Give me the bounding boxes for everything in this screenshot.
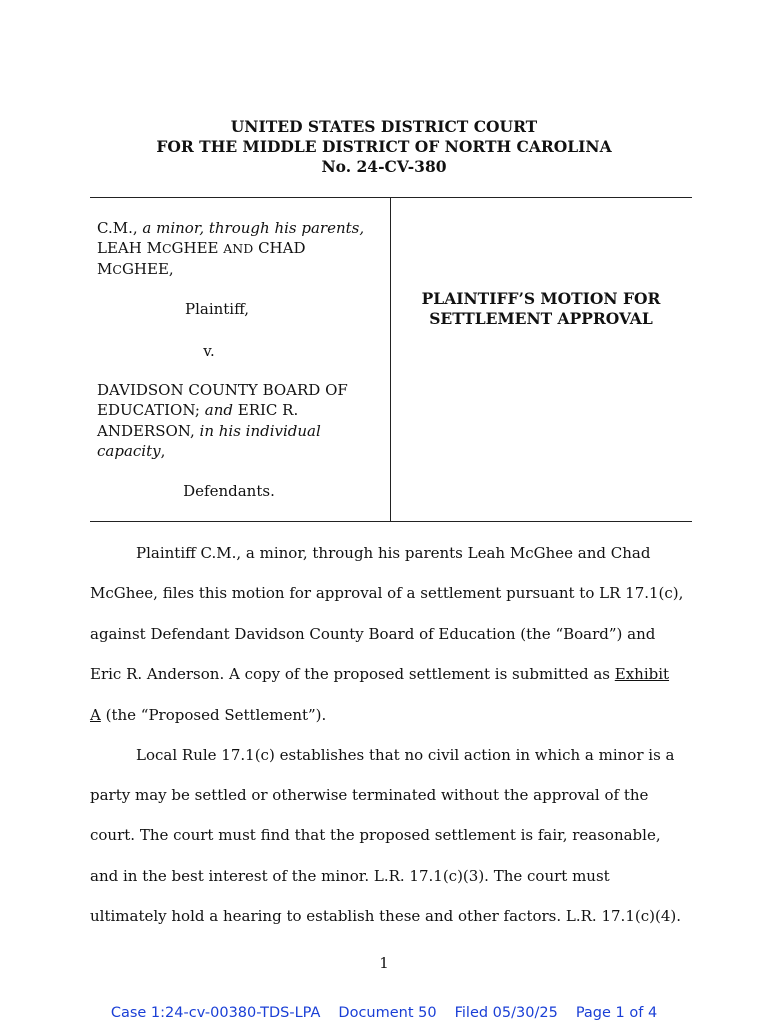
defendant-line-2: EDUCATION; and ERIC R. — [97, 401, 299, 419]
exhibit-a-link[interactable]: Exhibit — [614, 665, 670, 683]
plaintiff-parents-cont: MCGHEE, — [97, 260, 174, 278]
caption-bottom-rule — [90, 521, 692, 522]
caption-divider — [390, 197, 391, 521]
plaintiff-role: Plaintiff, — [184, 300, 249, 318]
plaintiff-parents: LEAH MCGHEE AND CHAD — [97, 239, 306, 257]
body-p2-line-5: ultimately hold a hearing to establish these and other factors. L.R. 17.1(c)(4). — [90, 907, 681, 925]
versus: v. — [203, 342, 215, 360]
footer-filed: Filed 05/30/25 — [454, 1005, 558, 1021]
motion-title-line-1: PLAINTIFF’S MOTION FOR — [421, 289, 661, 308]
motion-title-line-2: SETTLEMENT APPROVAL — [429, 309, 653, 328]
footer-case: Case 1:24-cv-00380-TDS-LPA — [110, 1005, 321, 1021]
plaintiff-name: C.M., a minor, through his parents, — [97, 219, 365, 237]
page-number: 1 — [379, 954, 389, 972]
body-p1-line-2: McGhee, files this motion for approval of a settlement pursuant to LR 17.1(c), — [90, 584, 684, 602]
footer-document: Document 50 — [338, 1005, 437, 1021]
body-p2-line-3: court. The court must find that the proposed settlement is fair, reasonable, — [90, 826, 661, 844]
case-number: No. 24-CV-380 — [321, 157, 447, 176]
body-p1-line-4: Eric R. Anderson. A copy of the proposed settlement is submitted as Exhibit — [90, 665, 670, 683]
body-p2-line-4: and in the best interest of the minor. L.R. 17.1(c)(3). The court must — [90, 867, 610, 885]
body-p2-line-2: party may be settled or otherwise terminated without the approval of the — [90, 786, 649, 804]
footer-page: Page 1 of 4 — [575, 1005, 658, 1021]
body-p2-line-1: Local Rule 17.1(c) establishes that no civil action in which a minor is a — [136, 746, 675, 764]
body-p1-line-1: Plaintiff C.M., a minor, through his parents Leah McGhee and Chad — [136, 544, 651, 562]
caption-top-rule — [90, 197, 692, 198]
court-name: UNITED STATES DISTRICT COURT — [230, 117, 538, 136]
defendant-line-3: ANDERSON, in his individual — [97, 422, 321, 440]
body-p1-line-3: against Defendant Davidson County Board of Education (the “Board”) and — [90, 625, 656, 643]
defendant-line-1: DAVIDSON COUNTY BOARD OF — [97, 381, 348, 399]
ecf-footer — [0, 1005, 768, 1021]
exhibit-a-link-cont[interactable]: A — [90, 706, 101, 724]
defendant-line-4: capacity, — [97, 442, 166, 460]
court-district: FOR THE MIDDLE DISTRICT OF NORTH CAROLINA — [156, 137, 612, 156]
defendant-role: Defendants. — [183, 482, 275, 500]
body-p1-line-5: A (the “Proposed Settlement”). — [90, 706, 327, 724]
